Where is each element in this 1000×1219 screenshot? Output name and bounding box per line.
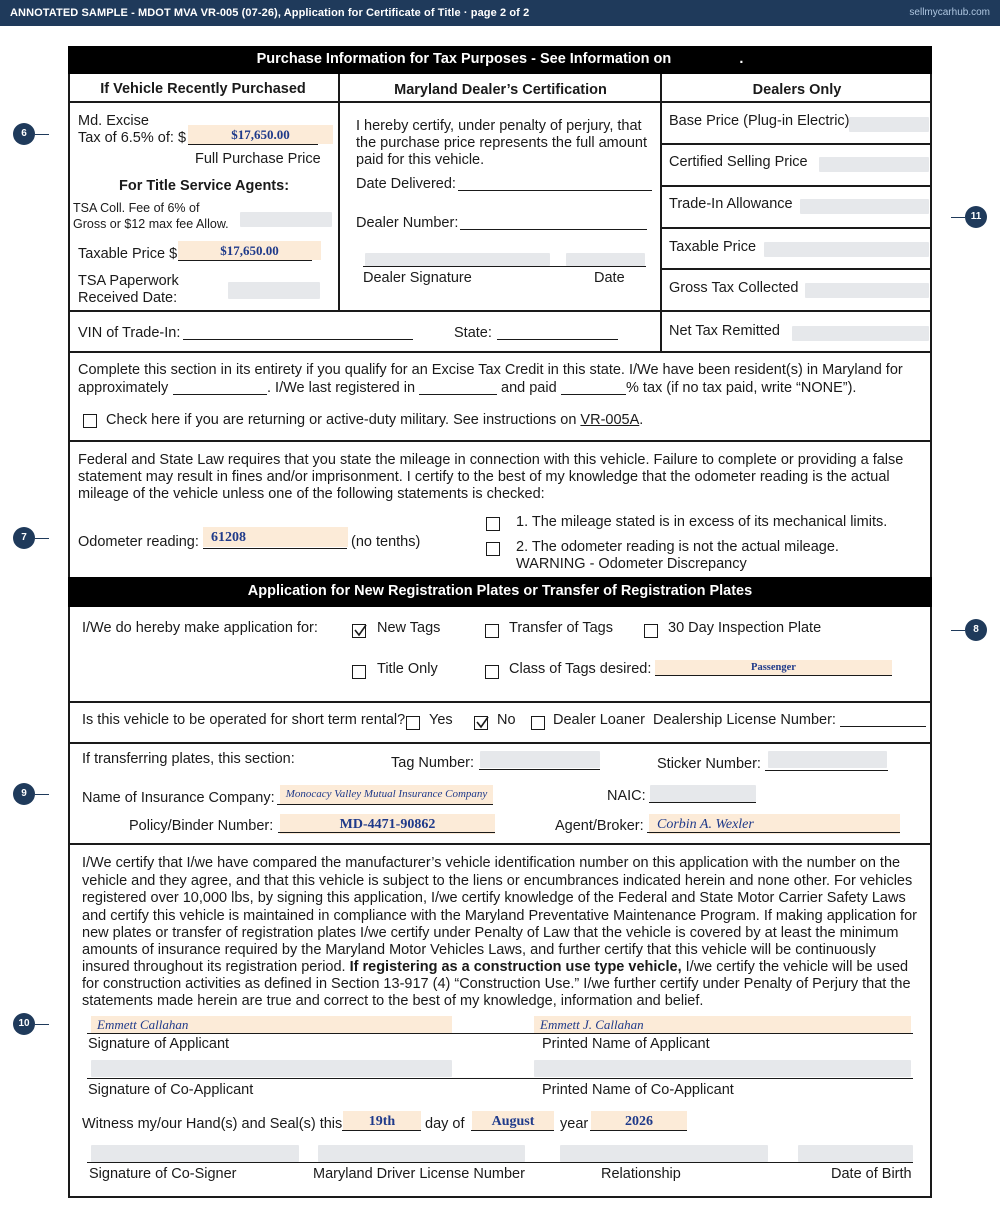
purchase-section-dot: . [739, 51, 744, 67]
short-term-rental-question: Is this vehicle to be operated for short term rental? [82, 712, 406, 728]
year-label: year [560, 1116, 589, 1132]
date-delivered-field[interactable] [458, 176, 652, 191]
new-tags-checkbox[interactable] [352, 624, 366, 638]
marker-leader [951, 630, 965, 631]
signature-line [87, 1078, 913, 1079]
taxable-price-label: Taxable Price $ [78, 246, 178, 262]
last-registered-state-field[interactable] [419, 380, 497, 395]
field-underline [203, 534, 347, 549]
rental-no-checkbox[interactable] [474, 716, 488, 730]
mileage-exceeds-checkbox[interactable] [486, 517, 500, 531]
col-dealers-only-title: Dealers Only [752, 82, 842, 98]
dealer-signature-label: Dealer Signature [363, 270, 472, 286]
sticker-number-label: Sticker Number: [657, 756, 761, 772]
tsa-title: For Title Service Agents: [119, 178, 290, 194]
coapplicant-printed-name-field[interactable] [534, 1060, 911, 1077]
divider [660, 227, 932, 229]
signature-line [87, 1162, 913, 1163]
applicant-printed-name-label: Printed Name of Applicant [542, 1036, 710, 1052]
dealer-signature-field[interactable] [365, 253, 550, 266]
dealer-cert-line3: paid for this vehicle. [356, 152, 485, 168]
military-label: Check here if you are returning or active-duty military. See instructions on [106, 412, 577, 428]
certification-line5: new plates or transfer of registration plates I/we certify under Penalty of Law that the vehicle is covered by at least the minimum [82, 925, 899, 941]
rental-no-label: No [497, 712, 516, 728]
signature-line [87, 1033, 913, 1034]
applicant-signature-value: Emmett Callahan [97, 1017, 189, 1032]
odometer-reading-value: 61208 [211, 530, 246, 545]
coapplicant-signature-field[interactable] [91, 1060, 452, 1077]
net-tax-remitted-field[interactable] [792, 326, 929, 341]
divider [68, 310, 932, 312]
tax-paid-percent-field[interactable] [561, 380, 626, 395]
date-delivered-label: Date Delivered: [356, 176, 456, 192]
marker-leader [35, 1024, 49, 1025]
field-underline [479, 755, 600, 770]
divider [68, 843, 932, 845]
divider [660, 268, 932, 270]
dealer-cert-line2: the purchase price represents the full amount [356, 135, 647, 151]
excise-credit-line2b: . I/We last registered in [267, 380, 416, 396]
dealer-loaner-label: Dealer Loaner [553, 712, 645, 728]
coapplicant-signature-label: Signature of Co-Applicant [88, 1082, 254, 1098]
marker-leader [35, 538, 49, 539]
field-underline [471, 1116, 554, 1131]
applicant-signature-field[interactable] [91, 1016, 452, 1033]
vin-trade-in-field[interactable] [183, 325, 413, 340]
witness-day-value: 19th [368, 1114, 396, 1129]
not-actual-mileage-label: 2. The odometer reading is not the actual mileage. [516, 539, 839, 555]
gross-tax-collected-label: Gross Tax Collected [669, 280, 799, 296]
purchase-section-title: Purchase Information for Tax Purposes - See Information on [256, 51, 672, 67]
certification-line9: statements made herein are true and correct to the best of my knowledge, information and belief. [82, 993, 704, 1009]
header-bar [0, 0, 1000, 26]
class-of-tags-checkbox[interactable] [485, 665, 499, 679]
odometer-statement-line2: statement may result in fines and/or imprisonment. I certify to the best of my knowledge that the odometer reading is the actual [78, 469, 890, 485]
annotation-marker-9: 9 [13, 783, 35, 805]
state-label: State: [454, 325, 492, 341]
excise-credit-line1: Complete this section in its entirety if you qualify for an Excise Tax Credit in this state. I/We have been resident(s) in Maryland for [78, 362, 903, 378]
odometer-warning: WARNING - Odometer Discrepancy [516, 556, 747, 572]
policy-number-value: MD-4471-90862 [339, 817, 436, 832]
military-checkbox[interactable] [83, 414, 97, 428]
certified-selling-price-field[interactable] [819, 157, 929, 172]
mileage-exceeds-label: 1. The mileage stated is in excess of its mechanical limits. [516, 514, 888, 530]
checkmark-icon [351, 622, 369, 640]
residency-years-field[interactable] [173, 380, 267, 395]
dealer-number-field[interactable] [460, 215, 647, 230]
certification-line6: amounts of insurance required by the Maryland Motor Vehicles Laws, and further certify that this vehicle will be continuously [82, 942, 876, 958]
witness-label: Witness my/our Hand(s) and Seal(s) this [82, 1116, 343, 1132]
checkmark-icon [473, 714, 491, 732]
dealer-taxable-price-label: Taxable Price [669, 239, 757, 255]
divider [68, 742, 932, 744]
field-underline [278, 818, 495, 833]
certification-line7a: insured throughout its registration period. [82, 959, 346, 975]
column-divider [338, 74, 340, 310]
dealership-license-field[interactable] [840, 712, 926, 727]
inspection-plate-checkbox[interactable] [644, 624, 658, 638]
field-underline [277, 790, 493, 805]
excise-credit-line2a: approximately [78, 380, 169, 396]
field-underline [188, 130, 318, 145]
dealer-date-field[interactable] [566, 253, 645, 266]
applicant-signature-label: Signature of Applicant [88, 1036, 230, 1052]
trade-in-allowance-field[interactable] [800, 199, 929, 214]
divider [68, 101, 932, 103]
applicant-printed-name-field[interactable] [534, 1016, 911, 1033]
field-underline [590, 1116, 687, 1131]
driver-license-label: Maryland Driver License Number [313, 1166, 525, 1182]
tsa-fee-field[interactable] [240, 212, 332, 227]
base-price-field[interactable] [849, 117, 929, 132]
insurance-company-value: Monocacy Valley Mutual Insurance Company [285, 788, 488, 800]
cosigner-license-field[interactable] [318, 1145, 525, 1162]
divider [68, 701, 932, 703]
divider [660, 143, 932, 145]
no-tenths-label: (no tenths) [351, 534, 421, 550]
col-recently-purchased-title: If Vehicle Recently Purchased [100, 81, 306, 97]
vr005a-link[interactable]: VR-005A [580, 412, 640, 428]
vin-trade-in-label: VIN of Trade-In: [78, 325, 181, 341]
military-label-end: . [639, 412, 644, 428]
tsa-paperwork-date-field[interactable] [228, 282, 320, 299]
naic-label: NAIC: [607, 788, 646, 804]
divider [68, 351, 932, 353]
relationship-label: Relationship [601, 1166, 681, 1182]
military-text [106, 412, 643, 429]
insurance-company-label: Name of Insurance Company: [82, 790, 275, 806]
dealer-taxable-price-field[interactable] [764, 242, 929, 257]
tsa-fee-line1: TSA Coll. Fee of 6% of [73, 201, 200, 215]
witness-month-value: August [491, 1114, 535, 1129]
annotation-marker-11: 11 [965, 206, 987, 228]
class-of-tags-value: Passenger [751, 662, 796, 673]
site-link[interactable]: sellmycarhub.com [909, 7, 990, 18]
odometer-reading-label: Odometer reading: [78, 534, 199, 550]
divider [68, 440, 932, 442]
marker-leader [35, 794, 49, 795]
rental-yes-label: Yes [429, 712, 453, 728]
day-of-label: day of [425, 1116, 465, 1132]
divider [660, 185, 932, 187]
certification-line2: vehicle and they agree, and that this vehicle is subject to the liens or encumbrances indicated herein and none other. For vehicles [82, 873, 913, 889]
field-underline [655, 661, 892, 676]
excise-label-line1: Md. Excise [78, 113, 149, 129]
document-title: ANNOTATED SAMPLE - MDOT MVA VR-005 (07-26), Application for Certificate of Title · page 2 of 2 [10, 7, 530, 19]
certification-line4: and certify this vehicle is maintained in compliance with the Maryland Preventative Maintenance Program. If making application for [82, 908, 917, 924]
tsa-paperwork-label-line1: TSA Paperwork [78, 273, 179, 289]
tsa-paperwork-label-line2: Received Date: [78, 290, 178, 306]
col-dealer-cert-title: Maryland Dealer’s Certification [394, 82, 607, 98]
certification-line8: for construction activities as defined in Section 13-917 (4) “Construction Use.” I/we further certify under Penalty of Perjury that the [82, 976, 911, 992]
dealer-loaner-checkbox[interactable] [531, 716, 545, 730]
agent-broker-value: Corbin A. Wexler [657, 817, 754, 832]
full-purchase-price-label: Full Purchase Price [195, 151, 321, 167]
marker-leader [35, 134, 49, 135]
excise-credit-line2c: and paid [501, 380, 557, 396]
gross-tax-collected-field[interactable] [805, 283, 929, 298]
annotation-marker-7: 7 [13, 527, 35, 549]
class-of-tags-label: Class of Tags desired: [509, 661, 652, 677]
purchase-section-bar [68, 46, 932, 74]
date-of-birth-label: Date of Birth [831, 1166, 912, 1182]
certification-line7c: I/we certify the vehicle will be used [685, 959, 909, 975]
registration-section-bar [68, 577, 932, 607]
cosigner-dob-field[interactable] [798, 1145, 913, 1162]
new-tags-label: New Tags [377, 620, 441, 636]
marker-leader [951, 217, 965, 218]
excise-label-line2: Tax of 6.5% of: $ [78, 130, 187, 146]
dealership-license-label: Dealership License Number: [653, 712, 836, 728]
tag-number-label: Tag Number: [391, 755, 475, 771]
title-only-label: Title Only [377, 661, 438, 677]
field-underline [342, 1116, 421, 1131]
annotation-marker-8: 8 [965, 619, 987, 641]
certified-selling-price-label: Certified Selling Price [669, 154, 808, 170]
dealer-number-label: Dealer Number: [356, 215, 459, 231]
not-actual-mileage-checkbox[interactable] [486, 542, 500, 556]
odometer-statement-line3: mileage of the vehicle unless one of the following statements is checked: [78, 486, 545, 502]
policy-number-label: Policy/Binder Number: [129, 818, 274, 834]
transfer-tags-label: Transfer of Tags [509, 620, 613, 636]
certification-line1: I/We certify that I/we have compared the manufacturer’s vehicle identification number on this application with the number on the [82, 855, 901, 871]
excise-tax-value: $17,650.00 [231, 127, 290, 142]
cosigner-relationship-field[interactable] [560, 1145, 768, 1162]
dealer-cert-line1: I hereby certify, under penalty of perjury, that [356, 118, 642, 134]
field-underline [647, 818, 900, 833]
annotation-marker-10: 10 [13, 1013, 35, 1035]
construction-use-emphasis: If registering as a construction use type vehicle, [349, 959, 682, 975]
cosigner-signature-field[interactable] [91, 1145, 299, 1162]
cosigner-signature-label: Signature of Co-Signer [89, 1166, 237, 1182]
field-underline [765, 756, 888, 771]
registration-section-title: Application for New Registration Plates or Transfer of Registration Plates [247, 583, 753, 599]
transfer-plates-label: If transferring plates, this section: [82, 751, 295, 767]
state-field[interactable] [497, 325, 618, 340]
base-price-label: Base Price (Plug-in Electric) [669, 113, 850, 129]
dealer-date-label: Date [594, 270, 625, 286]
net-tax-remitted-label: Net Tax Remitted [669, 323, 780, 339]
taxable-price-value: $17,650.00 [220, 243, 279, 258]
field-underline [649, 788, 756, 803]
certification-line3: registered over 10,000 lbs, by signing this application, I/we certify knowledge of the Federal and State Motor Carrier Safety Laws [82, 890, 906, 906]
trade-in-allowance-label: Trade-In Allowance [669, 196, 793, 212]
title-only-checkbox[interactable] [352, 665, 366, 679]
signature-line [363, 266, 646, 267]
agent-broker-label: Agent/Broker: [555, 818, 644, 834]
odometer-statement-line1: Federal and State Law requires that you state the mileage in connection with this vehicle. Failure to complete or providing a false [78, 452, 904, 468]
excise-credit-line2d: % tax (if no tax paid, write “NONE”). [626, 380, 857, 396]
applicant-printed-name-value: Emmett J. Callahan [540, 1017, 644, 1032]
rental-yes-checkbox[interactable] [406, 716, 420, 730]
tsa-fee-line2: Gross or $12 max fee Allow. [73, 217, 229, 231]
witness-year-value: 2026 [625, 1114, 653, 1129]
apply-for-label: I/We do hereby make application for: [82, 620, 318, 636]
inspection-plate-label: 30 Day Inspection Plate [668, 620, 822, 636]
field-underline [178, 246, 312, 261]
annotation-marker-6: 6 [13, 123, 35, 145]
transfer-tags-checkbox[interactable] [485, 624, 499, 638]
coapplicant-printed-name-label: Printed Name of Co-Applicant [542, 1082, 734, 1098]
certification-line7 [82, 959, 908, 976]
